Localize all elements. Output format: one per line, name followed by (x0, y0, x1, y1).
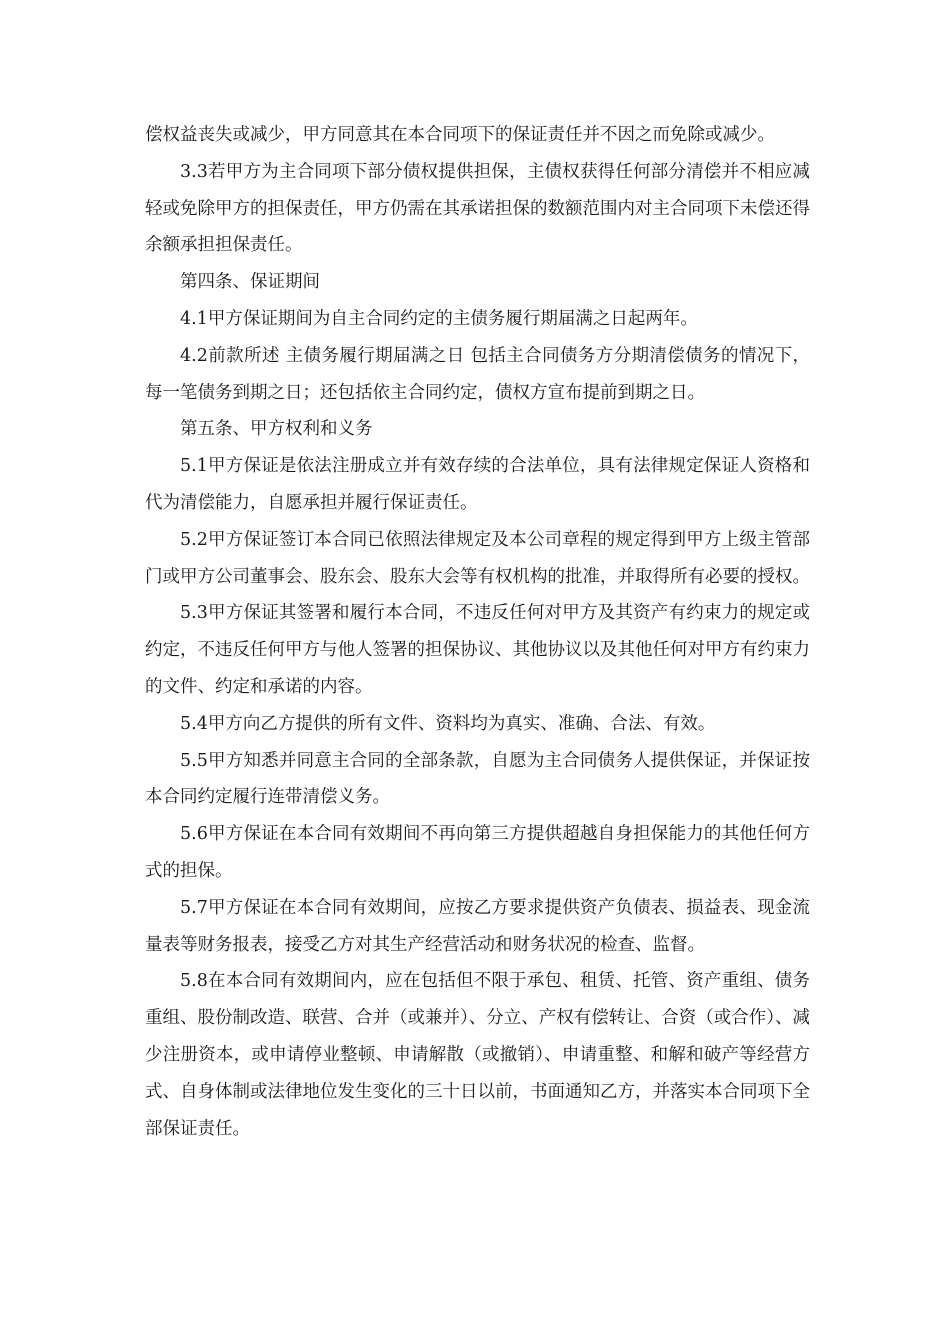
paragraph-clause-5-6: 5.6甲方保证在本合同有效期间不再向第三方提供超越自身担保能力的其他任何方式的担保。 (145, 824, 810, 881)
paragraph-clause-5-2: 5.2甲方保证签订本合同已依照法律规定及本公司章程的规定得到甲方上级主管部门或甲方公司董事会、股东会、股东大会等有权机构的批准，并取得所有必要的授权。 (145, 529, 810, 587)
paragraph-clause-3-3: 3.3若甲方为主合同项下部分债权提供担保，主债权获得任何部分清偿并不相应减轻或免除甲方的担保责任，甲方仍需在其承诺担保的数额范围内对主合同项下未偿还得余额承担担保责任。 (145, 161, 810, 256)
paragraph-clause-5-3: 5.3甲方保证其签署和履行本合同，不违反任何对甲方及其资产有约束力的规定或约定，不违反任何甲方与他人签署的担保协议、其他协议以及其他任何对甲方有约束力的文件、约定和承诺的内容。 (145, 603, 810, 697)
paragraph-clause-5-1: 5.1甲方保证是依法注册成立并有效存续的合法单位，具有法律规定保证人资格和代为清偿能力，自愿承担并履行保证责任。 (145, 456, 810, 513)
paragraph-clause-5-7: 5.7甲方保证在本合同有效期间，应按乙方要求提供资产负债表、损益表、现金流量表等财务报表，接受乙方对其生产经营活动和财务状况的检查、监督。 (145, 897, 810, 955)
paragraph-clause-4-1: 4.1甲方保证期间为自主合同约定的主债务履行期届满之日起两年。 (180, 308, 698, 329)
heading-article-5: 第五条、甲方权利和义务 (180, 419, 373, 440)
paragraph-clause-5-4: 5.4甲方向乙方提供的所有文件、资料均为真实、准确、合法、有效。 (180, 713, 716, 734)
heading-article-4: 第四条、保证期间 (180, 272, 320, 293)
paragraph-clause-4-2: 4.2前款所述 主债务履行期届满之日 包括主合同债务方分期清偿债务的情况下，每一笔债务到期之日；还包括依主合同约定，债权方宣布提前到期之日。 (145, 345, 810, 403)
paragraph-guarantee-continuation: 偿权益丧失或减少，甲方同意其在本合同项下的保证责任并不因之而免除或减少。 (145, 125, 775, 145)
document-body (145, 117, 810, 1147)
paragraph-clause-5-8: 5.8在本合同有效期间内，应在包括但不限于承包、租赁、托管、资产重组、债务重组、股份制改造、联营、合并（或兼并）、分立、产权有偿转让、合资（或合作）、减少注册资本，或申请停业整顿、申请解散（或撤销）、申请重整、和解和破产等经营方式、自身体制或法律地位发生变化的三十日以前，书面通知乙方，并落实本合同项下全部保证责任。 (145, 971, 810, 1139)
paragraph-clause-5-5: 5.5甲方知悉并同意主合同的全部条款，自愿为主合同债务人提供保证，并保证按本合同约定履行连带清偿义务。 (145, 750, 810, 808)
